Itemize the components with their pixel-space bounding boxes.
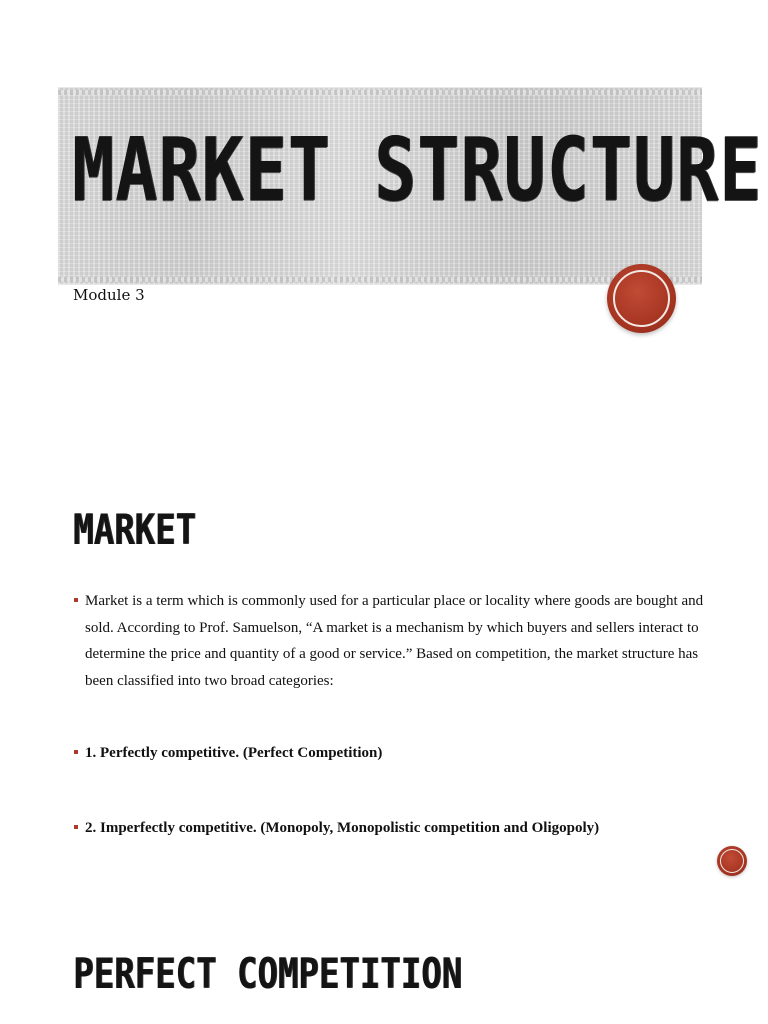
bullet-marker-icon (74, 750, 78, 754)
decorative-circle-icon (717, 846, 747, 876)
section-heading-market: MARKET (73, 506, 196, 556)
bullet-text: 1. Perfectly competitive. (Perfect Competition) (85, 745, 383, 761)
decorative-circle-icon (607, 264, 676, 333)
bullet-text: Market is a term which is commonly used for a particular place or locality where goods are bought and sold. According to Prof. Samuelson, “A market is a mechanism by which buyers and sellers interact to determine the price and quantity of a good or service.” Based on competition, the market structure has been classified into two broad categories: (85, 593, 704, 689)
list-item (74, 588, 705, 694)
slide-subtitle: Module 3 (73, 286, 145, 304)
slide-title: MARKET STRUCTURE (72, 118, 763, 221)
bullet-marker-icon (74, 825, 78, 829)
list-item (74, 740, 705, 767)
list-item (74, 815, 705, 842)
section-heading-perfect-competition: PERFECT COMPETITION (73, 950, 462, 1000)
bullet-marker-icon (74, 598, 78, 602)
title-slide (0, 0, 768, 420)
bullet-text: 2. Imperfectly competitive. (Monopoly, Monopolistic competition and Oligopoly) (85, 820, 600, 836)
